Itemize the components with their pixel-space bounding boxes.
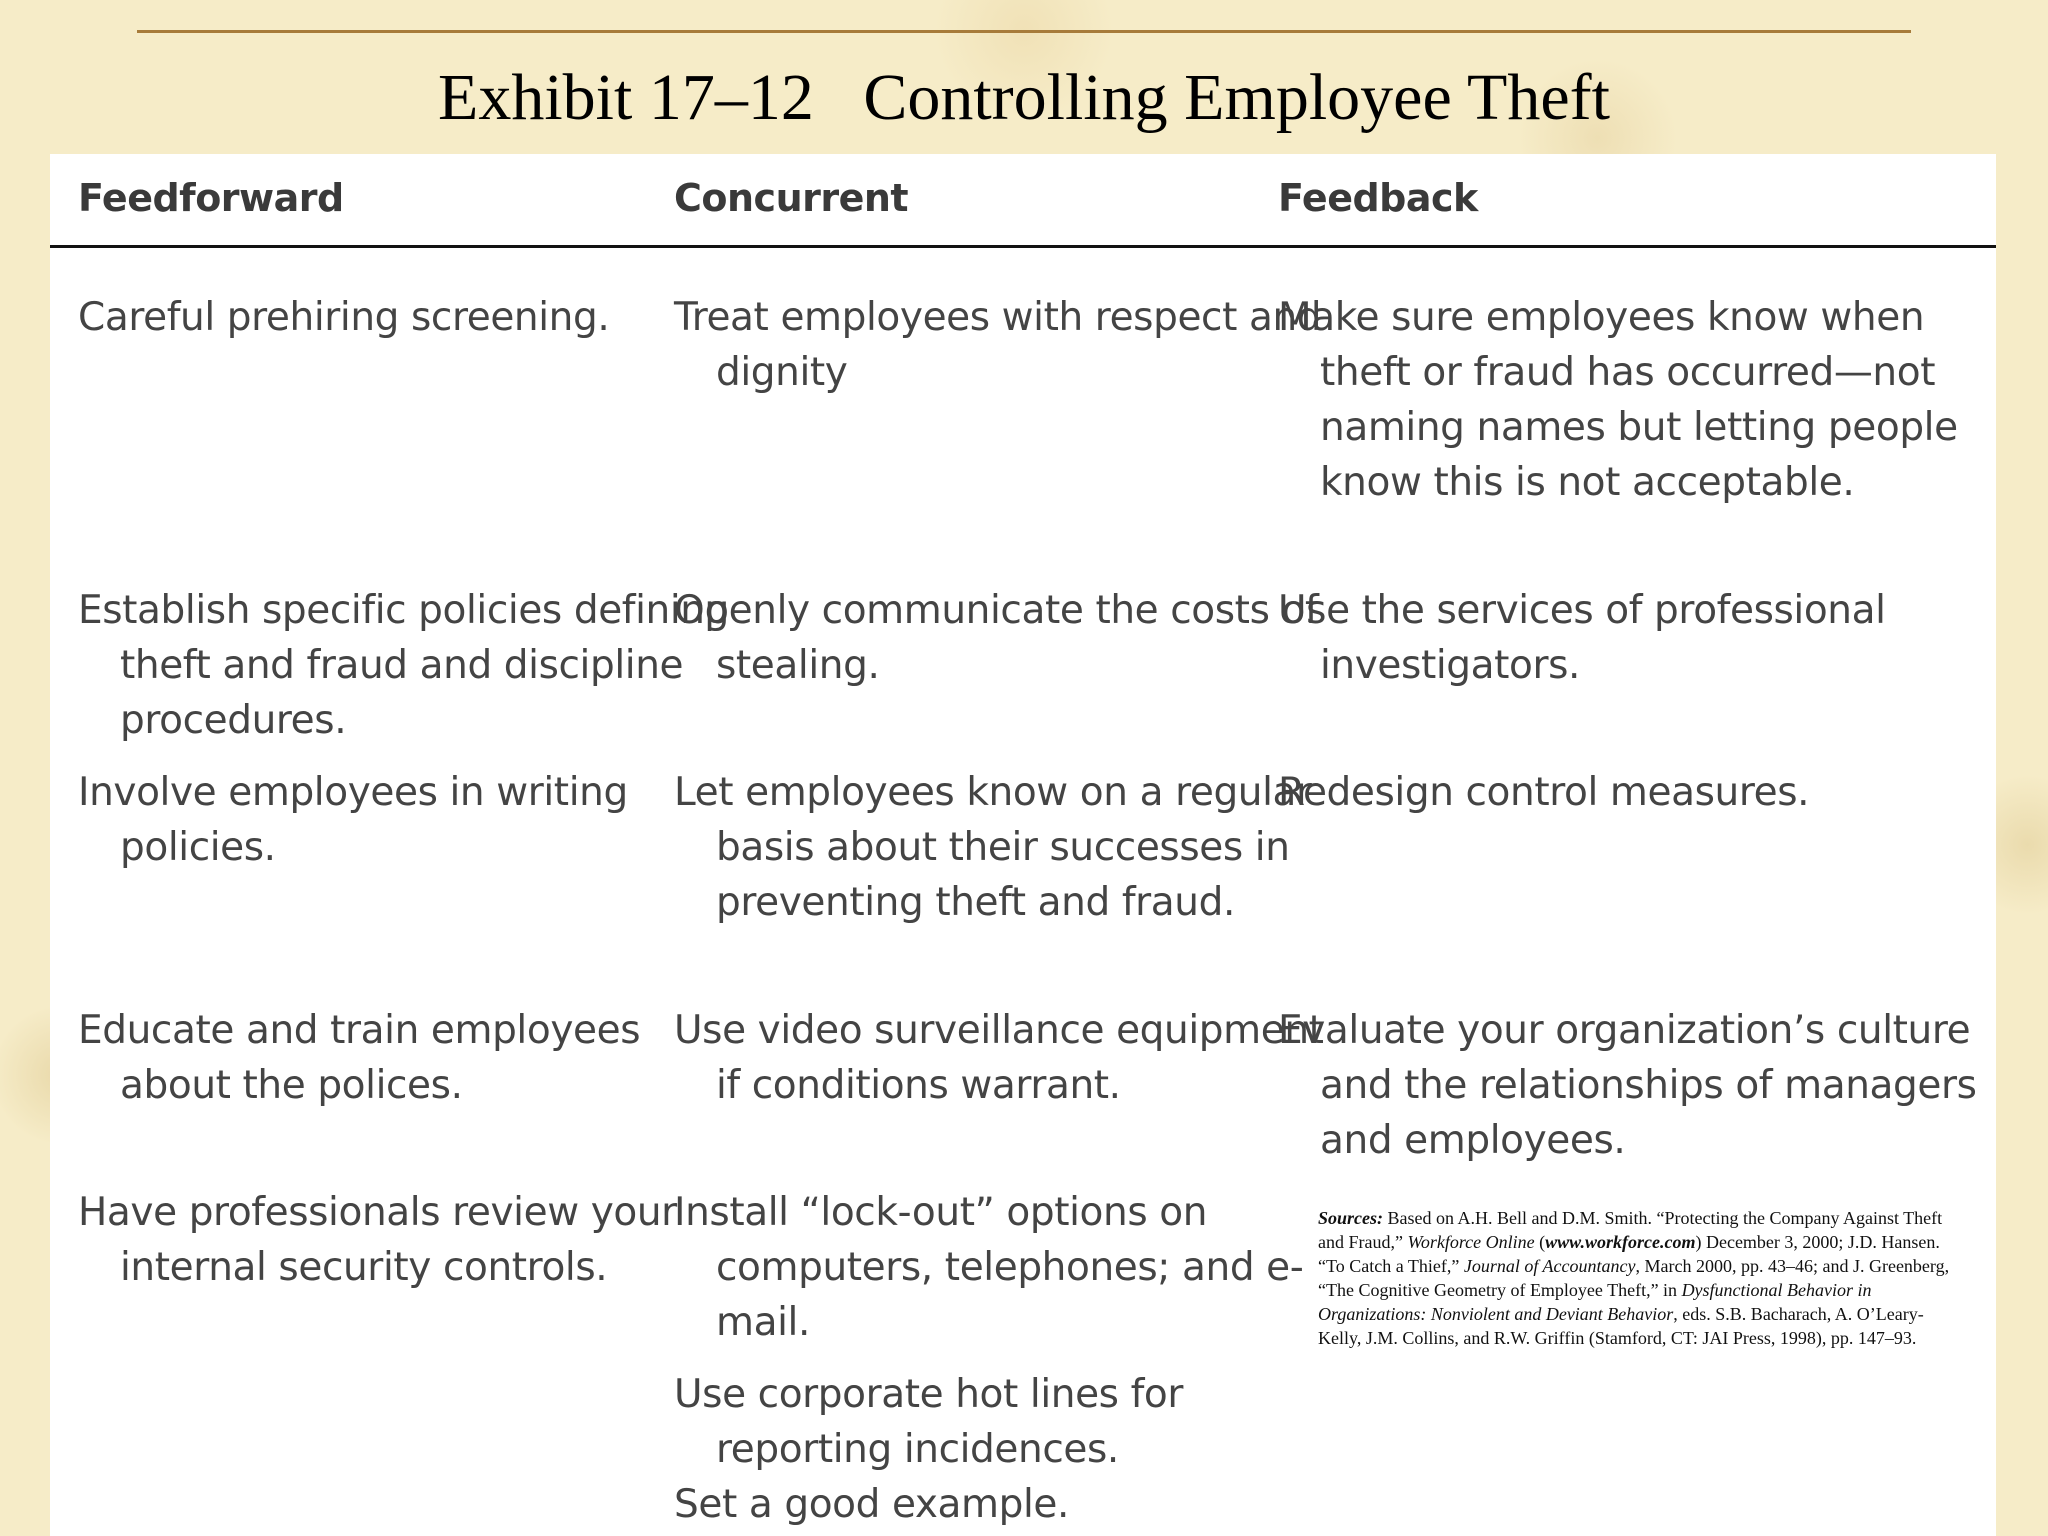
sources-text: , eds. S.B. Bacharach, A. O’Leary-Kelly, J.M. Collins, and R.W. Griffin (Stamford, CT: JAI Press, 1998), pp. 147–93. [1318, 1304, 1924, 1348]
sources-publication: Workforce Online [1407, 1232, 1535, 1252]
feedback-item: Make sure employees know when theft or fraud has occurred—not naming names but letting people know this is not acceptable. [1278, 295, 1958, 505]
sources-note [1318, 1206, 1958, 1350]
column-header-feedforward: Feedforward [78, 176, 344, 220]
sources-book: Dysfunctional Behavior in Organizations: Nonviolent and Deviant Behavior [1318, 1280, 1872, 1324]
feedforward-item: Educate and train employees about the polices. [78, 1008, 641, 1108]
concurrent-item: Use corporate hot lines for reporting incidences. [674, 1372, 1184, 1472]
feedforward-item: Establish specific policies defining theft and fraud and discipline procedures. [78, 588, 729, 743]
concurrent-item: Openly communicate the costs of stealing. [674, 588, 1319, 688]
theft-controls-table [50, 154, 1996, 1536]
header-divider [50, 245, 1996, 248]
sources-text: Based on A.H. Bell and D.M. Smith. “Protecting the Company Against Theft and Fraud,” [1318, 1208, 1943, 1252]
sources-journal: Journal of Accountancy [1463, 1256, 1636, 1276]
feedforward-item: Involve employees in writing policies. [78, 770, 628, 870]
concurrent-item: Let employees know on a regular basis about their successes in preventing theft and fraud. [674, 770, 1312, 925]
title-top-rule [137, 30, 1911, 33]
sources-text: ( [1534, 1232, 1546, 1252]
sources-text: , March 2000, pp. 43–46; and J. Greenberg, “The Cognitive Geometry of Employee Theft,” in [1318, 1256, 1950, 1300]
feedback-item: Use the services of professional investigators. [1278, 588, 1886, 688]
column-header-concurrent: Concurrent [674, 176, 909, 220]
feedforward-item: Have professionals review your internal security controls. [78, 1190, 677, 1290]
concurrent-item: Treat employees with respect and dignity [674, 295, 1322, 395]
column-header-feedback: Feedback [1278, 176, 1478, 220]
sources-url: www.workforce.com [1545, 1232, 1696, 1252]
concurrent-item: Set a good example. [674, 1482, 1070, 1527]
sources-label: Sources: [1318, 1208, 1384, 1228]
concurrent-item: Install “lock-out” options on computers, telephones; and e-mail. [674, 1190, 1304, 1345]
feedback-item: Evaluate your organization’s culture and the relationships of managers and employees. [1278, 1008, 1977, 1163]
feedback-item: Redesign control measures. [1278, 770, 1810, 815]
concurrent-item: Use video surveillance equipment if conditions warrant. [674, 1008, 1324, 1108]
feedforward-item: Careful prehiring screening. [78, 295, 610, 340]
page-title: Exhibit 17–12 Controlling Employee Theft [438, 61, 1610, 134]
sources-text: ) December 3, 2000; J.D. Hansen. “To Catch a Thief,” [1318, 1232, 1940, 1276]
